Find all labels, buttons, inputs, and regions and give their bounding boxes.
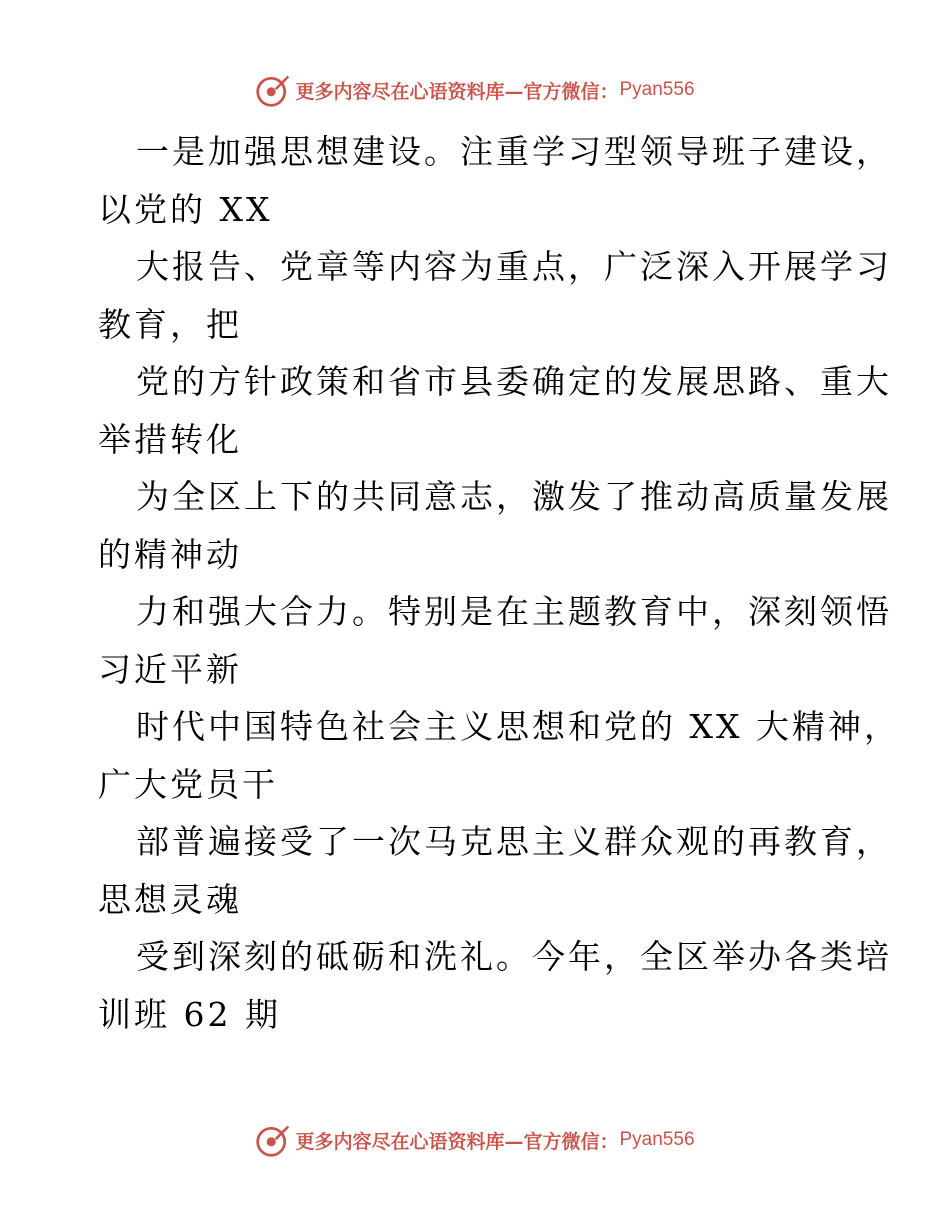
document-body (98, 123, 900, 1043)
text-line: 大报告、党章等内容为重点，广泛深入开展学习 (136, 247, 892, 286)
footer-banner-text: 更多内容尽在心语资料库—官方微信： (295, 1130, 619, 1153)
text-line: 广大党员干 (98, 764, 278, 804)
text-line: 党的方针政策和省市县委确定的发展思路、重大 (136, 362, 892, 401)
text-line: 部普遍接受了一次马克思主义群众观的再教育， (136, 822, 892, 861)
text-line: 力和强大合力。特别是在主题教育中，深刻领悟 (136, 592, 892, 631)
text-line: 的精神动 (98, 534, 242, 574)
text-line: 时代中国特色社会主义思想和党的 XX 大精神， (136, 707, 900, 746)
header-banner-id: Pyan556 (619, 79, 695, 100)
header-banner-text: 更多内容尽在心语资料库—官方微信： (295, 80, 619, 103)
header-banner (0, 70, 950, 110)
text-line: 训班 62 期 (98, 994, 281, 1034)
text-line: 受到深刻的砥砺和洗礼。今年，全区举办各类培 (136, 937, 892, 976)
text-line: 教育，把 (98, 304, 242, 344)
footer-banner-id: Pyan556 (619, 1129, 695, 1150)
footer-banner (0, 1120, 950, 1160)
text-line: 习近平新 (98, 649, 242, 689)
quill-seal-logo-icon (255, 72, 291, 108)
text-line: 一是加强思想建设。注重学习型领导班子建设， (136, 132, 892, 171)
text-line: 思想灵魂 (98, 879, 242, 919)
text-line: 为全区上下的共同意志，激发了推动高质量发展 (136, 477, 892, 516)
quill-seal-logo-icon (255, 1122, 291, 1158)
text-line: 举措转化 (98, 419, 242, 459)
text-line: 以党的 XX (98, 189, 273, 229)
